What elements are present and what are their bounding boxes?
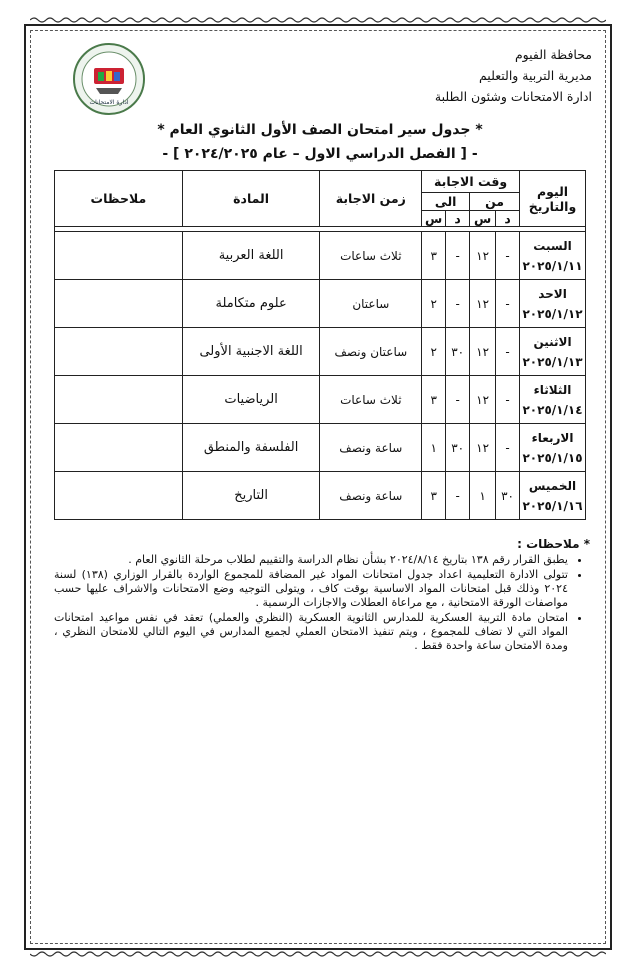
from-hour-cell: ١٢ xyxy=(470,280,496,328)
from-hour-cell: ١ xyxy=(470,472,496,520)
header-to-hour: س xyxy=(422,211,446,227)
exam-date: ٢٠٢٥/١/١٣ xyxy=(522,354,583,369)
to-minute-cell: - xyxy=(446,472,470,520)
governorate-name: محافظة الفيوم xyxy=(514,47,592,62)
subject-cell: اللغة العربية xyxy=(182,232,320,280)
emblem-text: ادارة الامتحانات xyxy=(89,99,129,106)
to-hour-cell: ٢ xyxy=(422,280,446,328)
day-name: السبت xyxy=(533,238,572,253)
exam-date: ٢٠٢٥/١/١١ xyxy=(522,258,583,273)
directorate-header xyxy=(332,44,592,107)
note-item: • تتولى الادارة التعليمية اعداد جدول امتحانات المواد غير المضافة للمجموع الواردة بالقرار الوزاري (١٣٨) لسنة ٢٠٢٤ وذلك قبل امتحانات المواد الاساسية بوقت كاف ، ويتولى التوجيه وضع الامتحانات والاشراف عليها حسب مواصفات الورقة الامتحانية ، مع مراعاة العطلات والاجازات الرسمية . xyxy=(54,568,568,610)
to-hour-cell: ٣ xyxy=(422,232,446,280)
header-day: اليوم والتاريخ xyxy=(520,171,586,227)
from-hour-cell: ١٢ xyxy=(470,424,496,472)
exam-date: ٢٠٢٥/١/١٢ xyxy=(522,306,583,321)
notes-cell xyxy=(55,328,183,376)
day-name: الثلاثاء xyxy=(533,382,572,397)
exam-date: ٢٠٢٥/١/١٦ xyxy=(522,498,583,513)
subject-cell: الرياضيات xyxy=(182,376,320,424)
to-minute-cell: - xyxy=(446,280,470,328)
exam-schedule-table xyxy=(54,170,586,520)
day-cell xyxy=(520,424,586,472)
from-minute-cell: - xyxy=(496,424,520,472)
exam-date: ٢٠٢٥/١/١٤ xyxy=(522,402,583,417)
table-row xyxy=(55,232,586,280)
subject-cell: اللغة الاجنبية الأولى xyxy=(182,328,320,376)
from-minute-cell: - xyxy=(496,280,520,328)
subject-cell: الفلسفة والمنطق xyxy=(182,424,320,472)
duration-cell: ساعتان xyxy=(320,280,422,328)
to-minute-cell: - xyxy=(446,232,470,280)
header-notes: ملاحظات xyxy=(55,171,183,227)
page-subtitle: - [ الفصل الدراسي الاول – عام ٢٠٢٤/٢٠٢٥ ] - xyxy=(162,146,478,162)
header-answer-time: وقت الاجابة xyxy=(422,171,520,193)
duration-cell: ثلاث ساعات xyxy=(320,232,422,280)
subject-cell: علوم متكاملة xyxy=(182,280,320,328)
day-name: الاحد xyxy=(538,286,567,301)
duration-cell: ساعة ونصف xyxy=(320,424,422,472)
notes-cell xyxy=(55,232,183,280)
to-hour-cell: ١ xyxy=(422,424,446,472)
from-minute-cell: - xyxy=(496,376,520,424)
header-to: الى xyxy=(422,193,470,211)
day-name: الخميس xyxy=(528,478,577,493)
table-row xyxy=(55,376,586,424)
from-hour-cell: ١٢ xyxy=(470,376,496,424)
table-row xyxy=(55,280,586,328)
to-hour-cell: ٣ xyxy=(422,472,446,520)
from-minute-cell: - xyxy=(496,328,520,376)
duration-cell: ثلاث ساعات xyxy=(320,376,422,424)
duration-cell: ساعتان ونصف xyxy=(320,328,422,376)
notes-title: * ملاحظات : xyxy=(517,537,590,551)
note-item: • امتحان مادة التربية العسكرية للمدارس الثانوية العسكرية (النظري والعملي) تعقد في نفس مواعيد امتحانات المواد التي لا تضاف للمجموع ، ويتم تنفيذ الامتحان العملي لجميع المدارس في اليوم التالي للامتحان النظري ، ومدة الامتحان ساعة واحدة فقط . xyxy=(54,611,568,653)
from-minute-cell: - xyxy=(496,232,520,280)
day-cell xyxy=(520,472,586,520)
day-name: الاربعاء xyxy=(531,430,574,445)
day-cell xyxy=(520,232,586,280)
header-to-minute: د xyxy=(446,211,470,227)
day-cell xyxy=(520,376,586,424)
decorative-border-bottom xyxy=(30,950,606,958)
day-cell xyxy=(520,280,586,328)
note-item: • يطبق القرار رقم ١٣٨ بتاريخ ٢٠٢٤/٨/١٤ بشأن نظام الدراسة والتقييم لطلاب مرحلة الثانوي العام . xyxy=(54,553,568,567)
header-from-hour: س xyxy=(470,211,496,227)
table-row xyxy=(55,472,586,520)
from-hour-cell: ١٢ xyxy=(470,328,496,376)
from-hour-cell: ١٢ xyxy=(470,232,496,280)
to-minute-cell: ٣٠ xyxy=(446,424,470,472)
notes-cell xyxy=(55,424,183,472)
day-cell xyxy=(520,328,586,376)
duration-cell: ساعة ونصف xyxy=(320,472,422,520)
exam-date: ٢٠٢٥/١/١٥ xyxy=(522,450,583,465)
to-minute-cell: - xyxy=(446,376,470,424)
department-name: ادارة الامتحانات وشئون الطلبة xyxy=(434,89,592,104)
notes-section xyxy=(54,537,590,654)
header-duration: زمن الاجابة xyxy=(320,171,422,227)
subject-cell: التاريخ xyxy=(182,472,320,520)
from-minute-cell: ٣٠ xyxy=(496,472,520,520)
notes-cell xyxy=(55,472,183,520)
header-subject: المادة xyxy=(182,171,320,227)
to-hour-cell: ٢ xyxy=(422,328,446,376)
to-minute-cell: ٣٠ xyxy=(446,328,470,376)
to-hour-cell: ٣ xyxy=(422,376,446,424)
ministry-emblem-icon xyxy=(72,42,146,116)
table-row xyxy=(55,424,586,472)
day-name: الاثنين xyxy=(533,334,572,349)
notes-cell xyxy=(55,280,183,328)
notes-cell xyxy=(55,376,183,424)
decorative-border-top xyxy=(30,16,606,24)
table-row xyxy=(55,328,586,376)
header-from-minute: د xyxy=(496,211,520,227)
page-title: * جدول سير امتحان الصف الأول الثانوي العام * xyxy=(157,122,483,138)
directorate-name: مديرية التربية والتعليم xyxy=(478,68,592,83)
header-from: من xyxy=(470,193,520,211)
